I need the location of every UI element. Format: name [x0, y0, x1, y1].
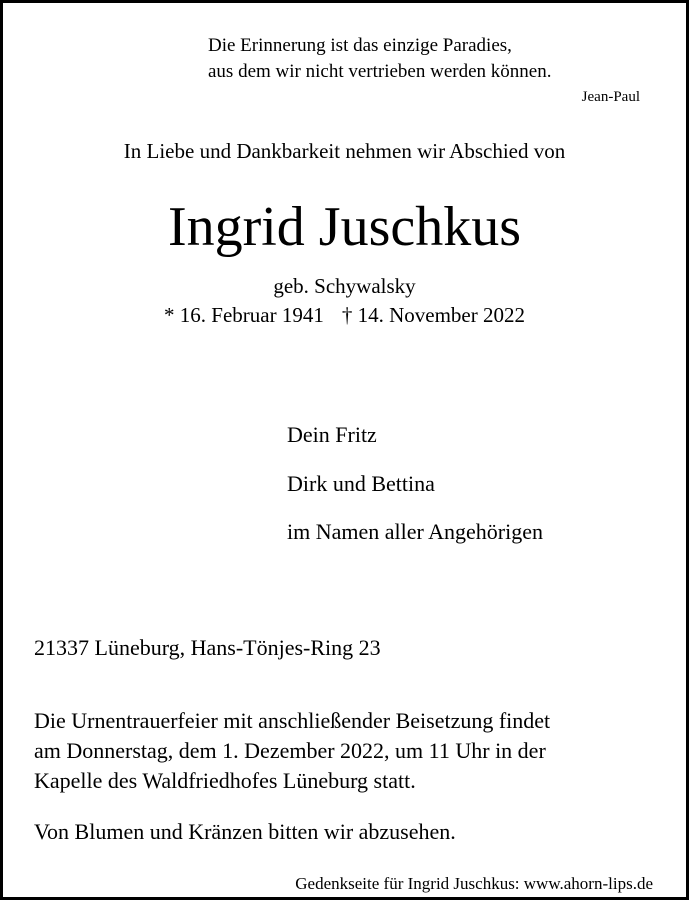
mourner-1: Dein Fritz: [287, 422, 377, 447]
birth-date: * 16. Februar 1941: [164, 303, 324, 327]
life-dates: [0, 301, 689, 329]
address: 21337 Lüneburg, Hans-Tönjes-Ring 23: [34, 635, 381, 660]
ceremony-line-1: Die Urnentrauerfeier mit anschließender Beisetzung findet: [34, 708, 551, 733]
ceremony-line-2: am Donnerstag, dem 1. Dezember 2022, um 11 Uhr in der: [34, 738, 546, 763]
death-date: † 14. November 2022: [341, 303, 525, 327]
deceased-name: Ingrid Juschkus: [167, 196, 522, 258]
maiden-name: geb. Schywalsky: [273, 274, 416, 298]
quote-line-2: aus dem wir nicht vertrieben werden können.: [208, 61, 552, 82]
mourner-2: Dirk und Bettina: [287, 471, 435, 496]
quote-line-1: Die Erinnerung ist das einzige Paradies,: [208, 35, 512, 56]
flowers-note: Von Blumen und Kränzen bitten wir abzusehen.: [34, 819, 456, 844]
memorial-page-footer: Gedenkseite für Ingrid Juschkus: www.ahorn-lips.de: [295, 874, 653, 893]
intro-text: In Liebe und Dankbarkeit nehmen wir Abschied von: [123, 139, 566, 163]
quote-author: Jean-Paul: [581, 89, 640, 105]
mourner-3: im Namen aller Angehörigen: [287, 519, 543, 544]
ceremony-line-3: Kapelle des Waldfriedhofes Lüneburg statt.: [34, 768, 416, 793]
